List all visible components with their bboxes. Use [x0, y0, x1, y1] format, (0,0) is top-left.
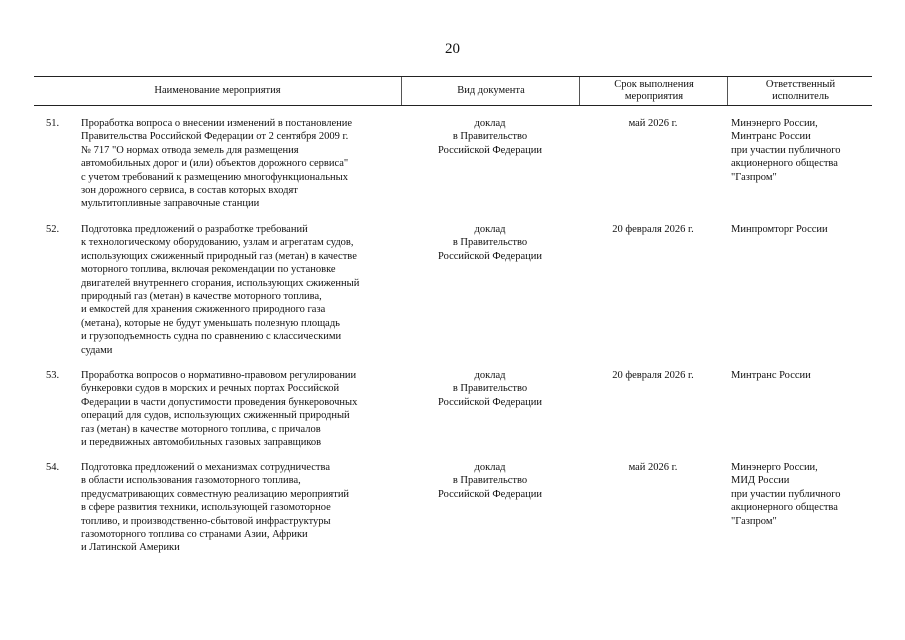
deadline: май 2026 г.	[628, 118, 678, 129]
column-header-doc-type	[401, 77, 580, 105]
row-number: 54.	[46, 462, 60, 473]
column-header-doc-type-label: Вид документа	[457, 85, 525, 96]
column-header-term	[579, 77, 728, 105]
measures-table	[34, 76, 872, 554]
column-header-name: Наименование мероприятия	[154, 85, 281, 96]
measure-name: Проработка вопроса о внесении изменений в постановление Правительства Российской Федерации от 2 сентября 2009 г. № 717 "О нормах отвода земель для размещения автомобильных дорог и (или) объектов дорожного сервиса" с учетом требований к размещению многофункциональных зон дорожного сервиса, в состав которых входят мультитопливные заправочные станции	[81, 118, 353, 210]
document-type: доклад в Правительство Российской Федерации	[438, 370, 542, 408]
column-header-term-label: Срок выполнения мероприятия	[614, 79, 694, 102]
deadline: 20 февраля 2026 г.	[612, 224, 694, 235]
deadline: 20 февраля 2026 г.	[612, 370, 694, 381]
document-type: доклад в Правительство Российской Федерации	[438, 462, 542, 500]
measure-name: Подготовка предложений о разработке требований к технологическому оборудованию, узлам и агрегатам судов, использующих сжиженный природный газ (метан) в качестве моторного топлива, включая рекомендации по установке двигателей внутреннего сгорания, использующих сжиженный природный газ (метан) в качестве моторного топлива, и емкостей для хранения сжиженного природного газа (метана), которые не будут уменьшать полезную площадь и грузоподъемность судна по сравнению с классическими судами	[81, 224, 360, 356]
responsible: Минэнерго России, МИД России при участии публичного акционерного общества "Газпром"	[731, 462, 841, 527]
row-number: 52.	[46, 224, 60, 235]
measure-name: Проработка вопросов о нормативно-правовом регулировании бункеровки судов в морских и речных портах Российской Федерации в части допустимости проведения бункеровочных операций для судов, использующих сжиженный природный газ (метан) в качестве моторного топлива, с причалов и передвижных автомобильных газовых заправщиков	[81, 370, 358, 449]
row-number: 51.	[46, 118, 60, 129]
responsible: Минтранс России	[731, 370, 811, 381]
document-type: доклад в Правительство Российской Федерации	[438, 118, 542, 156]
table-header	[34, 76, 872, 106]
measure-name: Подготовка предложений о механизмах сотрудничества в области использования газомоторного топлива, предусматривающих совместную реализацию мероприятий в сфере развития техники, использующей газомоторное топливо, и производственно-сбытовой инфраструктуры газомоторного топлива со странами Азии, Африки и Латинской Америки	[81, 462, 350, 554]
row-number: 53.	[46, 370, 60, 381]
page-number: 20	[445, 41, 460, 57]
responsible: Минэнерго России, Минтранс России при участии публичного акционерного общества "Газпром"	[731, 118, 841, 183]
column-header-responsible	[727, 77, 873, 105]
deadline: май 2026 г.	[628, 462, 678, 473]
responsible: Минпромторг России	[731, 224, 828, 235]
document-type: доклад в Правительство Российской Федерации	[438, 224, 542, 262]
column-header-responsible-label: Ответственный исполнитель	[765, 79, 836, 102]
